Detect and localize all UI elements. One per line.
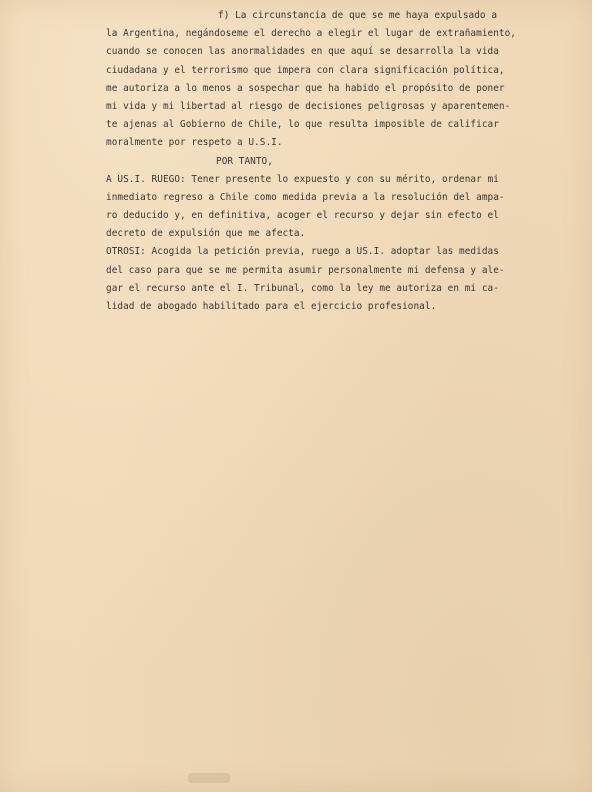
por-tanto-heading: POR TANTO, <box>216 155 273 167</box>
paragraph-f-line: cuando se conocen las anormalidades en que aquí se desarrolla la vida <box>106 46 499 58</box>
ruego-paragraph <box>106 171 526 244</box>
typed-text-body <box>106 7 526 316</box>
bottom-smudge-mark <box>188 773 230 783</box>
paragraph-f <box>106 7 526 153</box>
otrosi-line: OTROSI: Acogida la petición previa, ruego a US.I. adoptar las medidas <box>106 246 499 258</box>
paragraph-f-line: la Argentina, negándoseme el derecho a elegir el lugar de extrañamiento, <box>106 28 516 40</box>
paragraph-f-line: f) La circunstancia de que se me haya expulsado a <box>218 10 498 21</box>
ruego-line: A US.I. RUEGO: Tener presente lo expuesto y con su mérito, ordenar mi <box>106 173 499 185</box>
paragraph-f-line: te ajenas al Gobierno de Chile, lo que resulta imposible de calificar <box>106 119 499 131</box>
paragraph-f-line: mi vida y mi libertad al riesgo de decisiones peligrosas y aparentemen- <box>106 100 511 112</box>
ruego-line: ro deducido y, en definitiva, acoger el recurso y dejar sin efecto el <box>106 210 499 222</box>
otrosi-line: gar el recurso ante el I. Tribunal, como la ley me autoriza en mi ca- <box>106 282 499 294</box>
otrosi-line: del caso para que se me permita asumir personalmente mi defensa y ale- <box>106 264 505 276</box>
ruego-line: decreto de expulsión que me afecta. <box>106 228 306 240</box>
paragraph-f-line: me autoriza a lo menos a sospechar que ha habido el propósito de poner <box>106 82 505 94</box>
otrosi-line: lidad de abogado habilitado para el ejercicio profesional. <box>106 301 437 312</box>
paragraph-f-line: ciudadana y el terrorismo que impera con clara significación política, <box>106 64 505 76</box>
otrosi-paragraph <box>106 243 526 316</box>
ruego-line: inmediato regreso a Chile como medida previa a la resolución del ampa- <box>106 191 505 203</box>
paragraph-f-line: moralmente por respeto a U.S.I. <box>106 137 283 149</box>
